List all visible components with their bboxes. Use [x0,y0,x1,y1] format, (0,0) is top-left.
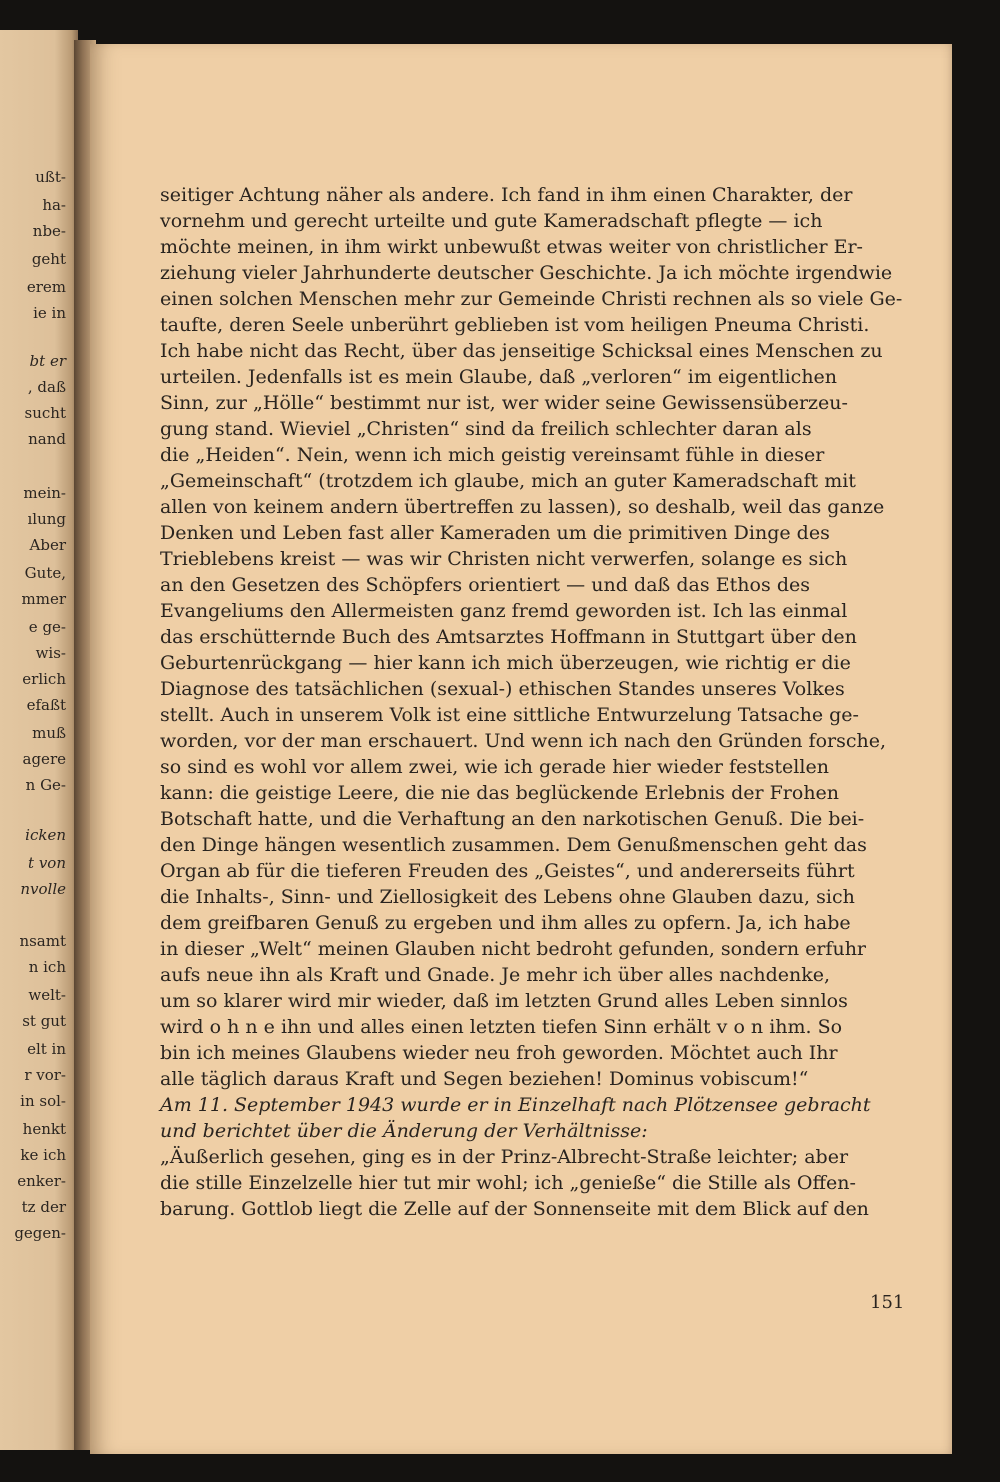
previous-page-line: sucht [24,404,66,422]
body-text-line: die „Heiden“. Nein, wenn ich mich geistig vereinsamt fühle in dieser [160,444,825,466]
body-text-line: an den Gesetzen des Schöpfers orientiert — und daß das Ethos des [160,574,810,596]
previous-page-line: icken [25,826,66,844]
body-text-line: einen solchen Menschen mehr zur Gemeinde Christi rechnen als so viele Ge- [160,288,903,310]
previous-page-line: ke ich [20,1146,66,1164]
body-text-line: die stille Einzelzelle hier tut mir wohl; ich „genieße“ die Stille als Offen- [160,1172,856,1194]
previous-page-line: agere [22,750,66,768]
body-text-line: bin ich meines Glaubens wieder neu froh geworden. Möchtet auch Ihr [160,1042,838,1064]
body-text-line: wird o h n e ihn und alles einen letzten tiefen Sinn erhält v o n ihm. So [160,1016,843,1038]
previous-page-line: in sol- [20,1092,66,1110]
previous-page-line: ie in [33,304,66,322]
previous-page-line: e ge- [28,618,66,636]
body-text-line: gung stand. Wieviel „Christen“ sind da freilich schlechter daran als [160,418,812,440]
body-text-line: seitiger Achtung näher als andere. Ich fand in ihm einen Charakter, der [160,184,853,206]
previous-page-edge [0,30,78,1450]
previous-page-line: erem [26,278,66,296]
body-text-line: barung. Gottlob liegt die Zelle auf der Sonnenseite mit dem Blick auf den [160,1198,869,1220]
previous-page-line: geht [31,250,66,268]
previous-page-line: Gute, [24,564,66,582]
previous-page-line: n Ge- [25,776,66,794]
body-text-line: Geburtenrückgang — hier kann ich mich überzeugen, wie richtig er die [160,652,851,674]
previous-page-line: , daß [27,378,66,396]
previous-page-line: nvolle [20,880,66,898]
body-text-line: Trieblebens kreist — was wir Christen nicht verwerfen, solange es sich [160,548,848,570]
body-text-line: die Inhalts-, Sinn- und Ziellosigkeit des Lebens ohne Glauben dazu, sich [160,886,855,908]
body-text-line: in dieser „Welt“ meinen Glauben nicht bedroht gefunden, sondern erfuhr [160,938,867,960]
previous-page-line: muß [32,724,66,742]
previous-page-line: erlich [22,670,66,688]
italic-caption-line: Am 11. September 1943 wurde er in Einzelhaft nach Plötzensee gebracht [160,1094,871,1116]
previous-page-line: Aber [29,536,66,554]
book-page [90,44,952,1454]
previous-page-line: henkt [22,1120,66,1138]
previous-page-line: nsamt [19,932,66,950]
body-text-line: worden, vor der man erschauert. Und wenn ich nach den Gründen forsche, [160,730,887,752]
body-text-line: den Dinge hängen wesentlich zusammen. Dem Genußmenschen geht das [160,834,867,856]
previous-page-line: ha- [42,196,66,214]
previous-page-line: n ich [28,958,66,976]
body-text-line: stellt. Auch in unserem Volk ist eine sittliche Entwurzelung Tatsache ge- [160,704,859,726]
body-text-line: ziehung vieler Jahrhunderte deutscher Geschichte. Ja ich möchte irgendwie [160,262,893,284]
previous-page-line: gegen- [14,1224,66,1242]
body-text-line: möchte meinen, in ihm wirkt unbewußt etwas weiter von christlicher Er- [160,236,863,258]
body-text-line: Diagnose des tatsächlichen (sexual-) ethischen Standes unseres Volkes [160,678,845,700]
page-number: 151 [870,1292,905,1313]
body-text-line: Organ ab für die tieferen Freuden des „Geistes“, und andererseits führt [160,860,855,882]
body-text-line: Evangeliums den Allermeisten ganz fremd geworden ist. Ich las einmal [160,600,848,622]
body-text-line: alle täglich daraus Kraft und Segen beziehen! Dominus vobiscum!“ [160,1068,809,1090]
body-text-line: Sinn, zur „Hölle“ bestimmt nur ist, wer wider seine Gewissensüberzeu- [160,392,848,414]
body-text-line: dem greifbaren Genuß zu ergeben und ihm alles zu opfern. Ja, ich habe [160,912,851,934]
body-text-line: Botschaft hatte, und die Verhaftung an den narkotischen Genuß. Die bei- [160,808,865,830]
previous-page-line: elt in [27,1040,66,1058]
body-text-line: allen von keinem andern übertreffen zu lassen), so deshalb, weil das ganze [160,496,885,518]
italic-caption-line: und berichtet über die Änderung der Verhältnisse: [160,1120,648,1142]
previous-page-line: nbe- [32,222,66,240]
previous-page-line: efaßt [26,696,66,714]
body-text-line: Ich habe nicht das Recht, über das jenseitige Schicksal eines Menschen zu [160,340,883,362]
previous-page-line: enker- [17,1172,66,1190]
previous-page-line: r vor- [24,1066,66,1084]
body-text-line: das erschütternde Buch des Amtsarztes Hoffmann in Stuttgart über den [160,626,857,648]
previous-page-line: nand [28,430,66,448]
body-text-line: Denken und Leben fast aller Kameraden um die primitiven Dinge des [160,522,830,544]
previous-page-line: st gut [22,1012,66,1030]
body-text-line: urteilen. Jedenfalls ist es mein Glaube, daß „verloren“ im eigentlichen [160,366,838,388]
previous-page-line: welt- [28,986,66,1004]
body-text-line: so sind es wohl vor allem zwei, wie ich gerade hier wieder feststellen [160,756,829,778]
previous-page-line: ılung [27,510,66,528]
previous-page-line: ußt- [35,168,66,186]
previous-page-line: bt er [29,352,66,370]
body-text-line: „Gemeinschaft“ (trotzdem ich glaube, mich an guter Kameradschaft mit [160,470,856,492]
previous-page-line: t von [28,854,66,872]
body-text-line: kann: die geistige Leere, die nie das beglückende Erlebnis der Frohen [160,782,840,804]
previous-page-line: tz der [21,1198,66,1216]
previous-page-line: mmer [21,590,66,608]
body-text-line: „Äußerlich gesehen, ging es in der Prinz-Albrecht-Straße leichter; aber [160,1146,849,1168]
body-text-line: aufs neue ihn als Kraft und Gnade. Je mehr ich über alles nachdenke, [160,964,831,986]
body-text-line: vornehm und gerecht urteilte und gute Kameradschaft pflegte — ich [160,210,823,232]
body-text-line: um so klarer wird mir wieder, daß im letzten Grund alles Leben sinnlos [160,990,848,1012]
body-text-line: taufte, deren Seele unberührt geblieben ist vom heiligen Pneuma Christi. [160,314,870,336]
previous-page-line: wis- [35,644,66,662]
previous-page-line: mein- [23,484,66,502]
